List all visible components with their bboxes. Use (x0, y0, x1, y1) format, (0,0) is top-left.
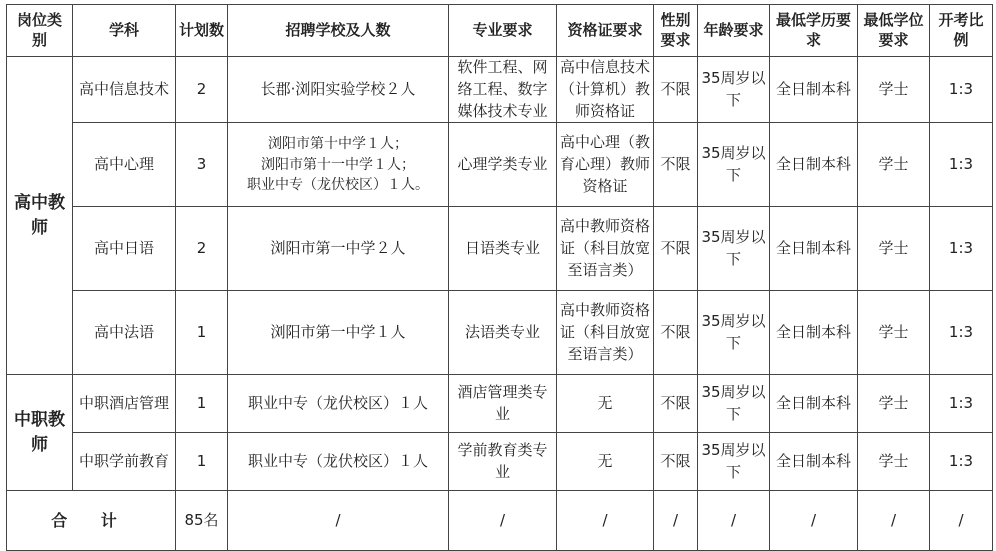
cell-major: 法语类专业 (449, 291, 557, 375)
cell-plan: 2 (176, 207, 228, 291)
cell-education: 全日制本科 (770, 207, 858, 291)
header-row (7, 5, 993, 57)
header-degree: 最低学位要求 (858, 5, 930, 57)
cell-ratio: 1:3 (930, 433, 993, 491)
cell-schools: 浏阳市第一中学２人 (228, 207, 449, 291)
cell-education: 全日制本科 (770, 57, 858, 123)
header-certificate: 资格证要求 (557, 5, 654, 57)
cell-schools: 浏阳市第十中学１人； 浏阳市第十一中学１人； 职业中专（龙伏校区）１人。 (228, 123, 449, 207)
table-row (7, 433, 993, 491)
header-schools: 招聘学校及人数 (228, 5, 449, 57)
total-education: / (770, 491, 858, 551)
total-gender: / (654, 491, 698, 551)
cell-degree: 学士 (858, 123, 930, 207)
table-row (7, 375, 993, 433)
cell-plan: 1 (176, 375, 228, 433)
cell-schools: 浏阳市第一中学１人 (228, 291, 449, 375)
cell-age: 35周岁以下 (698, 207, 770, 291)
cell-ratio: 1:3 (930, 375, 993, 433)
table-row (7, 291, 993, 375)
cell-schools: 长郡·浏阳实验学校２人 (228, 57, 449, 123)
cell-plan: 2 (176, 57, 228, 123)
cell-major: 日语类专业 (449, 207, 557, 291)
table-row (7, 57, 993, 123)
cell-schools: 职业中专（龙伏校区）１人 (228, 433, 449, 491)
table-row (7, 207, 993, 291)
cell-subject: 中职学前教育 (73, 433, 176, 491)
total-schools: / (228, 491, 449, 551)
cell-plan: 3 (176, 123, 228, 207)
header-gender: 性别要求 (654, 5, 698, 57)
cell-plan: 1 (176, 291, 228, 375)
cell-degree: 学士 (858, 291, 930, 375)
cell-gender: 不限 (654, 207, 698, 291)
recruitment-table (6, 4, 993, 551)
cell-age: 35周岁以下 (698, 433, 770, 491)
total-row (7, 491, 993, 551)
cell-age: 35周岁以下 (698, 375, 770, 433)
total-plan: 85名 (176, 491, 228, 551)
cell-subject: 高中法语 (73, 291, 176, 375)
cell-ratio: 1:3 (930, 57, 993, 123)
total-degree: / (858, 491, 930, 551)
cell-certificate: 无 (557, 433, 654, 491)
cell-degree: 学士 (858, 57, 930, 123)
header-plan: 计划数 (176, 5, 228, 57)
cell-education: 全日制本科 (770, 433, 858, 491)
cell-gender: 不限 (654, 291, 698, 375)
header-category: 岗位类别 (7, 5, 73, 57)
cell-gender: 不限 (654, 123, 698, 207)
group-vocational: 中职教师 (7, 375, 73, 491)
cell-degree: 学士 (858, 207, 930, 291)
cell-age: 35周岁以下 (698, 57, 770, 123)
total-label: 合 计 (7, 491, 176, 551)
cell-education: 全日制本科 (770, 291, 858, 375)
total-ratio: / (930, 491, 993, 551)
cell-degree: 学士 (858, 433, 930, 491)
cell-subject: 高中信息技术 (73, 57, 176, 123)
cell-subject: 高中心理 (73, 123, 176, 207)
cell-subject: 中职酒店管理 (73, 375, 176, 433)
cell-age: 35周岁以下 (698, 291, 770, 375)
cell-certificate: 高中教师资格证（科目放宽至语言类） (557, 207, 654, 291)
group-high-school: 高中教师 (7, 57, 73, 375)
cell-gender: 不限 (654, 57, 698, 123)
table-row (7, 123, 993, 207)
cell-major: 酒店管理类专业 (449, 375, 557, 433)
cell-ratio: 1:3 (930, 207, 993, 291)
cell-certificate: 高中心理（教育心理）教师资格证 (557, 123, 654, 207)
cell-education: 全日制本科 (770, 123, 858, 207)
cell-ratio: 1:3 (930, 291, 993, 375)
cell-certificate: 高中信息技术（计算机）教师资格证 (557, 57, 654, 123)
header-education: 最低学历要求 (770, 5, 858, 57)
cell-major: 学前教育类专业 (449, 433, 557, 491)
cell-degree: 学士 (858, 375, 930, 433)
total-age: / (698, 491, 770, 551)
cell-education: 全日制本科 (770, 375, 858, 433)
cell-certificate: 高中教师资格证（科目放宽至语言类） (557, 291, 654, 375)
cell-gender: 不限 (654, 375, 698, 433)
cell-ratio: 1:3 (930, 123, 993, 207)
cell-certificate: 无 (557, 375, 654, 433)
cell-major: 软件工程、网络工程、数字媒体技术专业 (449, 57, 557, 123)
cell-gender: 不限 (654, 433, 698, 491)
total-major: / (449, 491, 557, 551)
header-ratio: 开考比例 (930, 5, 993, 57)
cell-subject: 高中日语 (73, 207, 176, 291)
cell-major: 心理学类专业 (449, 123, 557, 207)
header-major: 专业要求 (449, 5, 557, 57)
header-subject: 学科 (73, 5, 176, 57)
cell-schools: 职业中专（龙伏校区）１人 (228, 375, 449, 433)
cell-age: 35周岁以下 (698, 123, 770, 207)
cell-plan: 1 (176, 433, 228, 491)
total-certificate: / (557, 491, 654, 551)
header-age: 年龄要求 (698, 5, 770, 57)
